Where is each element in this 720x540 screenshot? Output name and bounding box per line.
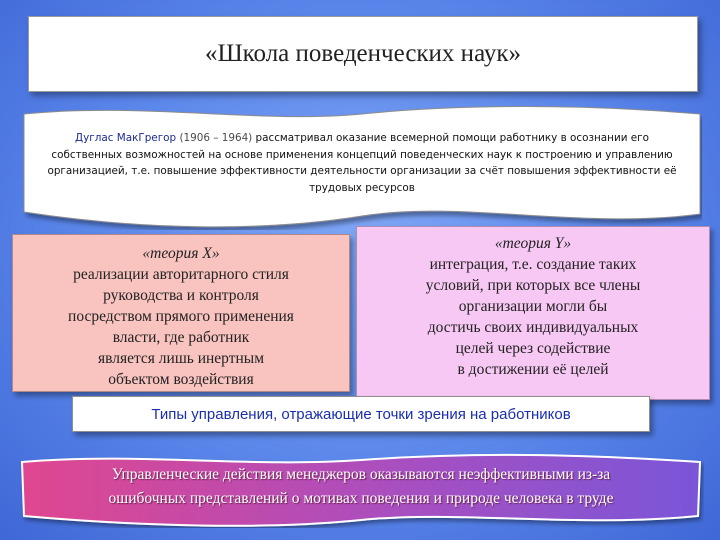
author-name: Дуглас МакГрегор	[75, 132, 177, 144]
theory-x-box	[12, 234, 350, 392]
theory-x-line: объектом воздействия	[108, 371, 254, 388]
theory-x-line: посредством прямого применения	[68, 308, 294, 325]
theory-y-line: целей через содействие	[455, 340, 611, 357]
management-types-box	[72, 396, 650, 432]
description-text	[42, 130, 682, 196]
page-title: «Школа поведенческих наук»	[204, 40, 522, 67]
theory-y-content	[357, 233, 709, 380]
author-years: (1906 – 1964)	[179, 132, 253, 144]
conclusion-text	[32, 463, 690, 511]
title-box	[28, 16, 698, 92]
theory-x-line: руководства и контроля	[103, 287, 259, 304]
theory-y-line: организации могли бы	[458, 298, 608, 315]
conclusion-line-1: Управленческие действия менеджеров оказываются неэффективными из-за	[111, 466, 611, 483]
theory-y-heading: «теория Y»	[494, 235, 572, 252]
description-wave-box	[22, 106, 702, 230]
theory-y-box	[356, 226, 710, 400]
conclusion-line-2: ошибочных представлений о мотивах поведения и природе человека в труде	[108, 490, 614, 507]
management-types-label: Типы управления, отражающие точки зрения на работников	[151, 405, 571, 423]
theory-x-heading: «теория X»	[142, 245, 220, 262]
theory-y-line: условий, при которых все члены	[425, 277, 641, 294]
theory-y-line: достичь своих индивидуальных	[427, 319, 639, 336]
theory-x-line: власти, где работник	[112, 329, 250, 346]
theory-x-line: реализации авторитарного стиля	[73, 266, 289, 283]
theory-x-line: является лишь инертным	[97, 350, 265, 367]
description-body: рассматривал оказание всемерной помощи работнику в осознании его собственных возможностей на основе применения концепций поведенческих наук к построению и управлению организацией, т.е. повышение эффективности деятельности организации за счёт повышения эффективности её трудовых ресурсов	[47, 132, 677, 194]
conclusion-banner	[18, 452, 704, 528]
theory-x-content	[13, 243, 349, 390]
theory-y-line: интеграция, т.е. создание таких	[429, 256, 637, 273]
theory-y-line: в достижении её целей	[457, 361, 609, 378]
